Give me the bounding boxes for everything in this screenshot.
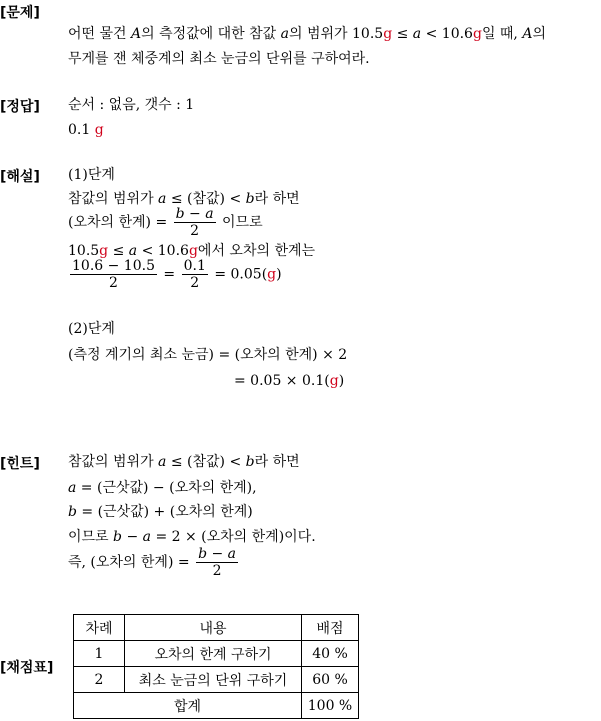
table-total-value: 100 % bbox=[302, 693, 359, 719]
hint-line-5: 즉, (오차의 한계) = $\frac{b - a}{2}$ bbox=[68, 546, 237, 579]
answer-line-2: 0.1 g bbox=[68, 122, 104, 138]
solution-line-2: (오차의 한계) = $\frac{b - a}{2}$ 이므로 bbox=[68, 206, 263, 239]
problem-line-1: 어떤 물건 A의 측정값에 대한 참값 a의 범위가 10.5g ≤ a < 10.6g일 때, A의 bbox=[68, 26, 546, 42]
fraction: $\frac{b - a}{2}$ bbox=[198, 546, 237, 579]
table-row bbox=[74, 641, 359, 667]
solution-line-4: $\frac{10.6 - 10.5}{2}$ = $\frac{0.1}{2}$ = 0.05(g) bbox=[72, 258, 282, 291]
table-cell: 최소 눈금의 단위 구하기 bbox=[125, 667, 302, 693]
solution-step-2: (2)단계 bbox=[68, 321, 115, 337]
table-cell: 40 % bbox=[302, 641, 359, 667]
fraction: $\frac{b - a}{2}$ bbox=[175, 206, 214, 239]
hint-line-3: b = (근삿값) + (오차의 한계) bbox=[68, 504, 253, 520]
table-total-label: 합계 bbox=[74, 693, 302, 719]
problem-label: [문제] bbox=[0, 5, 40, 21]
table-cell: 2 bbox=[74, 667, 125, 693]
hint-line-1: 참값의 범위가 a ≤ (참값) < b라 하면 bbox=[68, 454, 300, 470]
table-row bbox=[74, 667, 359, 693]
table-total-row bbox=[74, 693, 359, 719]
scoring-table bbox=[73, 614, 359, 719]
solution-step-1: (1)단계 bbox=[68, 167, 115, 183]
hint-label: [힌트] bbox=[0, 456, 40, 472]
table-cell: 1 bbox=[74, 641, 125, 667]
hint-line-2: a = (근삿값) − (오차의 한계), bbox=[68, 480, 257, 496]
table-cell: 60 % bbox=[302, 667, 359, 693]
answer-line-1: 순서 : 없음, 갯수 : 1 bbox=[68, 97, 195, 113]
solution-line-5: (측정 계기의 최소 눈금) = (오차의 한계) × 2 bbox=[68, 347, 348, 363]
fraction: $\frac{10.6 - 10.5}{2}$ bbox=[72, 258, 155, 291]
solution-line-3: 10.5g ≤ a < 10.6g에서 오차의 한계는 bbox=[68, 243, 316, 259]
table-header: 배점 bbox=[302, 615, 359, 641]
hint-line-4: 이므로 b − a = 2 × (오차의 한계)이다. bbox=[68, 529, 316, 545]
solution-line-6: = 0.05 × 0.1(g) bbox=[234, 373, 345, 389]
fraction: $\frac{0.1}{2}$ bbox=[183, 258, 206, 291]
solution-line-1: 참값의 범위가 a ≤ (참값) < b라 하면 bbox=[68, 191, 300, 207]
answer-label: [정답] bbox=[0, 99, 40, 115]
problem-line-2: 무게를 잰 체중계의 최소 눈금의 단위를 구하여라. bbox=[68, 51, 370, 67]
table-header-row bbox=[74, 615, 359, 641]
table-header: 차례 bbox=[74, 615, 125, 641]
table-cell: 오차의 한계 구하기 bbox=[125, 641, 302, 667]
table-header: 내용 bbox=[125, 615, 302, 641]
scoring-label: [채점표] bbox=[0, 660, 54, 676]
solution-label: [해설] bbox=[0, 169, 40, 185]
